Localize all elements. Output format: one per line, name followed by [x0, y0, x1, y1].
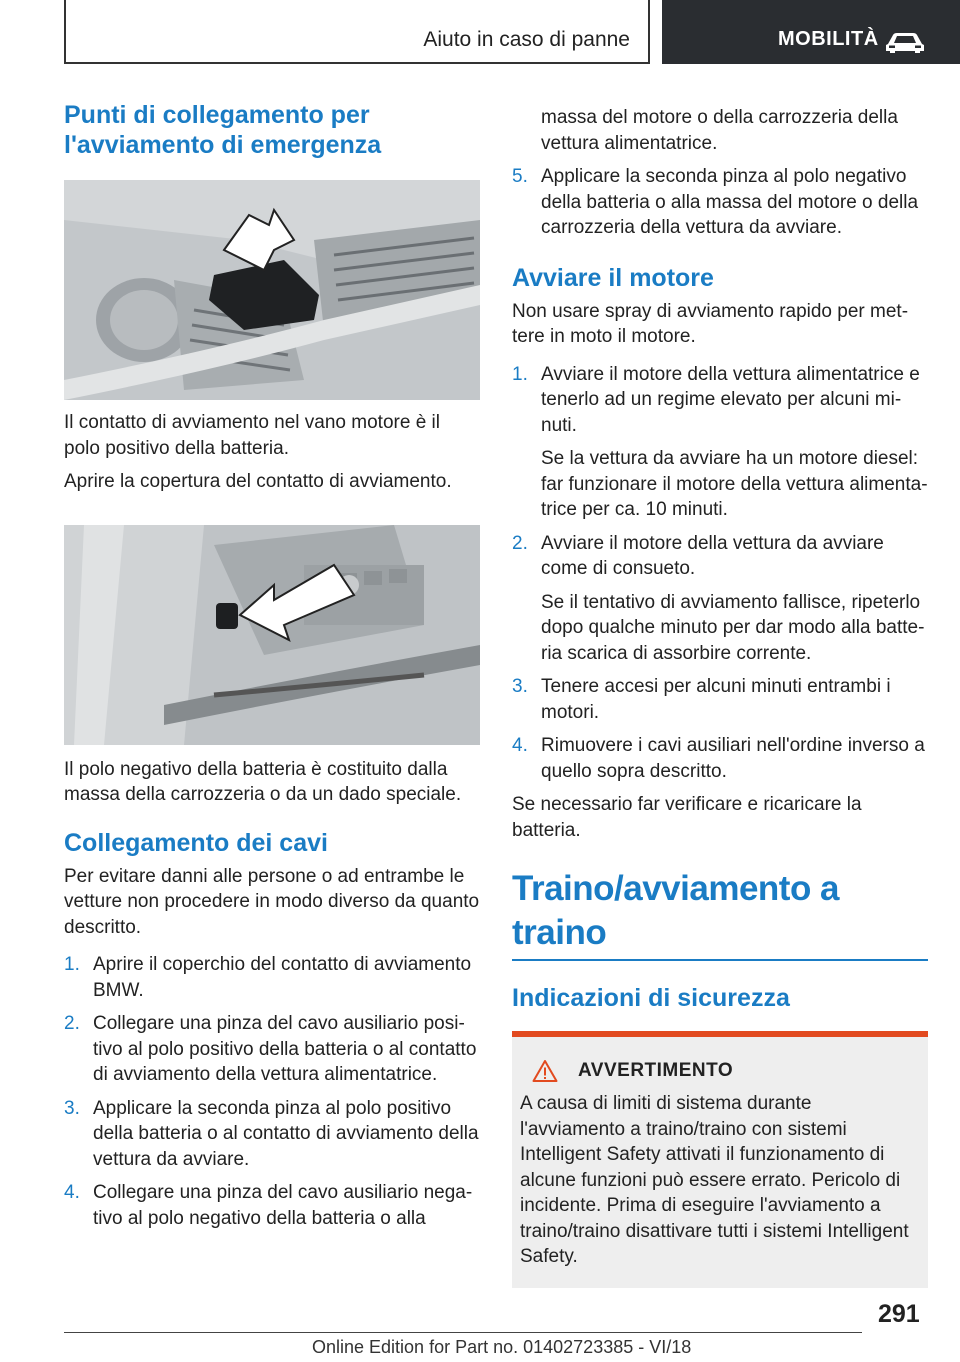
warning-header	[520, 1059, 920, 1083]
heading-start-engine: Avviare il motore	[512, 263, 714, 292]
step-number: 2.	[64, 1013, 80, 1034]
warning-box	[512, 1031, 928, 1288]
step-text: Avviare il motore della vettura alimentatrice e tenerlo ad un regime elevato per alcuni minuti.	[541, 363, 920, 436]
footer-divider	[64, 1332, 862, 1333]
chapter-divider	[512, 959, 928, 961]
right-column	[512, 105, 928, 1288]
step-text: Tenere accesi per alcuni minuti entrambi i motori.	[541, 676, 891, 723]
step-number: 4.	[512, 735, 528, 756]
step-text: massa del motore o della carrozzeria della vettura alimentatrice.	[541, 107, 898, 154]
step-number: 2.	[512, 532, 528, 554]
step-number: 3.	[512, 676, 528, 697]
caption-positive-pole: Il contatto di avviamento nel vano motore è il polo positivo della batteria.	[64, 412, 440, 459]
list-item	[64, 952, 480, 1003]
step-number: 1.	[512, 363, 528, 385]
engine-bay-photo-positive	[64, 180, 480, 400]
header-section-title: Aiuto in caso di panne	[423, 28, 630, 51]
list-item	[64, 1011, 480, 1088]
text-open-cover: Aprire la copertura del contatto di avviamento.	[64, 471, 452, 492]
step-text: Rimuovere i cavi ausiliari nell'ordine inverso a quello sopra descritto.	[541, 735, 925, 782]
list-item	[512, 733, 928, 784]
intro-start-engine: Non usare spray di avviamento rapido per mettere in moto il motore.	[512, 300, 909, 347]
step-note: Se il tentativo di avviamento fallisce, ripeterlo dopo qualche minuto per dar modo alla batteria scarica di assorbire corrente.	[541, 591, 925, 664]
cable-connection-steps-continued	[512, 105, 928, 241]
warning-triangle-icon	[532, 1059, 558, 1083]
header-chapter-title: MOBILITÀ	[778, 28, 879, 50]
step-text: Applicare la seconda pinza al polo negativo della batteria o alla massa del motore o della carrozzeria della vettura da avviare.	[541, 166, 919, 238]
warning-text: A causa di limiti di sistema durante l'avviamento a traino/traino con sistemi Intelligent Safety attivati il funzionamento di alcune funzioni può essere errato. Pericolo di incidente. Prima di eseguire l'avviamento a traino/traino disattivare tutti i sistemi Intelligent Safety.	[520, 1093, 909, 1267]
list-item	[64, 1096, 480, 1173]
step-text: Aprire il coperchio del contatto di avviamento BMW.	[93, 954, 472, 1001]
step-text: Collegare una pinza del cavo ausiliario positivo al polo positivo della batteria o al contatto di avviamento della vettura alimentatrice.	[93, 1013, 477, 1085]
step-text: Collegare una pinza del cavo ausiliario negativo al polo negativo della batteria o alla	[93, 1182, 473, 1229]
list-item	[512, 362, 928, 523]
list-item	[64, 1180, 480, 1231]
start-engine-steps	[512, 362, 928, 785]
car-icon	[884, 30, 926, 54]
page-header	[0, 0, 960, 66]
list-item	[512, 674, 928, 725]
step-note: Se la vettura da avviare ha un motore diesel: far funzionare il motore della vettura alimentatrice per ca. 10 minuti.	[541, 448, 928, 520]
heading-safety-notes: Indicazioni di sicurezza	[512, 984, 790, 1012]
heading-jump-start-points: Punti di collegamento per l'avviamento di emergenza	[64, 101, 382, 159]
intro-cable-connection: Per evitare danni alle persone o ad entrambe le vetture non procedere in modo diverso da quanto descritto.	[64, 865, 480, 938]
list-item	[512, 105, 928, 156]
heading-cable-connection: Collegamento dei cavi	[64, 828, 328, 857]
footer-edition: Online Edition for Part no. 01402723385 - VI/18	[312, 1337, 692, 1357]
warning-title: AVVERTIMENTO	[578, 1060, 734, 1081]
list-item	[512, 164, 928, 241]
step-number: 3.	[64, 1097, 80, 1119]
page-number: 291	[878, 1300, 920, 1328]
step-number: 5.	[512, 166, 528, 187]
step-text: Applicare la seconda pinza al polo positivo della batteria o al contatto di avviamento della vettura da avviare.	[93, 1097, 479, 1170]
chapter-heading-towing: Traino/avviamento a traino	[512, 869, 840, 952]
caption-negative-pole: Il polo negativo della batteria è costituito dalla massa della carrozzeria o da un dado speciale.	[64, 758, 462, 805]
step-text: Avviare il motore della vettura da avviare come di consueto.	[541, 532, 884, 579]
step-number: 4.	[64, 1182, 80, 1203]
engine-bay-photo-negative	[64, 525, 480, 745]
cable-connection-steps	[64, 952, 480, 1231]
outro-battery-check: Se necessario far verificare e ricaricare la batteria.	[512, 794, 862, 841]
list-item	[512, 531, 928, 667]
left-column	[64, 100, 480, 1231]
step-number: 1.	[64, 954, 80, 975]
